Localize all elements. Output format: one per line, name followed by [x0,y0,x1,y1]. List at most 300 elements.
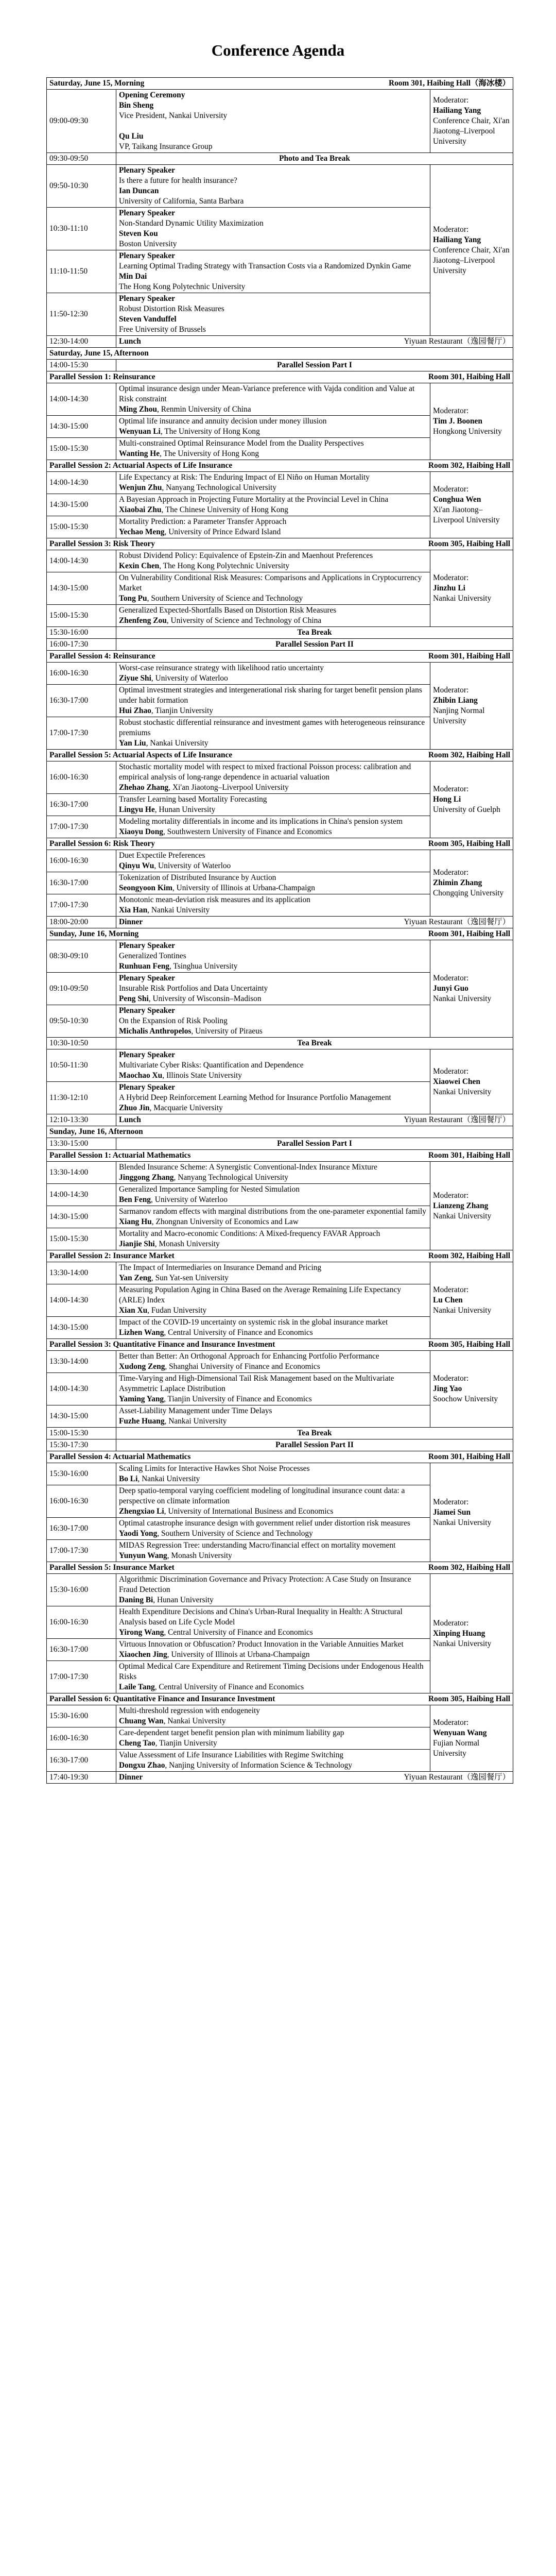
speaker-name: Wenyuan Li [119,427,161,436]
moderator-name [433,106,510,116]
time-cell: 08:30-09:10 [47,940,116,973]
moderator-line: Moderator: [433,686,469,694]
moderator-name-text: Xiaowei Chen [433,1077,480,1086]
talk-title: Mortality and Macro-economic Conditions: A Mixed-frequency FAVAR Approach [119,1229,380,1238]
day-header-cell [47,78,513,90]
session-header-cell [47,1250,513,1262]
talk-title: Value Assessment of Life Insurance Liabilities with Regime Switching [119,1751,343,1759]
talk-line [119,251,427,261]
session-header [47,651,513,663]
moderator-line: Nanjing Normal University [433,706,485,725]
day-header [47,928,513,940]
moderator-line: Moderator: [433,785,469,793]
speaker-name: Jinggong Zhang [119,1173,174,1182]
talk-row [47,1463,513,1485]
time-cell: 16:30-17:00 [47,794,116,816]
break-row [47,153,513,165]
talk-line [119,1006,427,1016]
talk-title: On Vulnerability Conditional Risk Measures: Comparisons and Applications in Cryptocurrency Market [119,573,422,592]
talk-line: Yirong Wang, Central University of Finance and Economics [119,1628,313,1637]
speaker-affiliation-text: University of Waterloo [158,861,231,870]
talk-line: Laile Tang, Central University of Finance and Economics [119,1683,304,1691]
speaker-affiliation-text: University of Illinois at Urbana-Champaign [176,884,315,892]
talk-row [47,761,513,794]
time-cell: 12:10-13:30 [47,1114,116,1126]
moderator-line: Soochow University [433,1395,498,1403]
moderator-line: Moderator: [433,868,469,877]
speaker-name: Xiaobai Zhu [119,505,162,514]
day-title: Sunday, June 16, Afternoon [49,1127,143,1136]
moderator-line: Moderator: [433,1718,469,1727]
time-cell: 16:30-17:00 [47,872,116,894]
talk-cell [116,605,430,627]
speaker-name: Hui Zhao [119,706,151,715]
session-header-cell [47,750,513,761]
moderator-name [433,1629,510,1639]
moderator-line: Moderator: [433,573,469,582]
talk-cell [116,761,430,794]
session-header [47,1339,513,1351]
talk-title: Measuring Population Aging in China Based on the Average Remaining Life Expectancy (ARLE) Index [119,1285,402,1304]
talk-title: Duet Expectile Preferences [119,851,205,860]
moderator-line: Nankai University [433,1211,492,1221]
talk-cell [116,1639,430,1661]
talk-line [119,165,427,176]
speaker-name: Ian Duncan [119,187,159,195]
talk-line [119,272,427,282]
time-cell: 14:00-14:30 [47,1284,116,1317]
talk-cell [116,894,430,917]
speaker-name: Laile Tang [119,1683,155,1691]
speaker-name: Wanting He [119,449,160,458]
speaker-name: Opening Ceremony [119,91,185,99]
moderator-name-text: Hailiang Yang [433,106,481,115]
time-cell: 16:30-17:00 [47,1750,116,1772]
time-cell: 17:00-17:30 [47,1540,116,1562]
time-cell: 14:30-15:00 [47,572,116,605]
break-row [47,1428,513,1439]
moderator-line: Chongqing University [433,889,504,897]
moderator-name-text: Jinzhu Li [433,584,465,592]
talk-title: Generalized Expected-Shortfalls Based on Distortion Risk Measures [119,606,337,615]
break-label: Tea Break [116,627,513,639]
speaker-name: Min Dai [119,272,147,281]
talk-title: Optimal investment strategies and intergenerational risk sharing for target benefit pension plans under habit formation [119,686,422,705]
speaker-affiliation: University of Piraeus [195,1027,263,1036]
moderator-line: Moderator: [433,485,469,494]
meal-name: Lunch [119,1115,141,1124]
speaker-affiliation-text: The Hong Kong Polytechnic University [163,562,290,570]
talk-line: Wanting He, The University of Hong Kong [119,449,259,458]
talk-line: Xia Han, Nankai University [119,906,210,914]
speaker-affiliation-text: University of International Business and Economics [168,1507,334,1516]
speaker-affiliation-text: Hunan University [157,1596,214,1604]
break-label: Parallel Session Part I [116,1138,513,1150]
moderator-name-text: Lianzeng Zhang [433,1201,489,1210]
talk-title: Sarmanov random effects with marginal distributions from the one-parameter exponential family [119,1207,426,1216]
speaker-name: Runhuan Feng [119,962,169,971]
talk-row [47,383,513,416]
time-cell: 13:30-15:00 [47,1138,116,1150]
moderator-name [433,495,510,505]
talk-line: Xiaochen Jing, University of Illinois at Urbana-Champaign [119,1650,310,1659]
speaker-name: Plenary Speaker [119,1083,176,1092]
speaker-name: Dongxu Zhao [119,1761,165,1770]
speaker-affiliation-text: Tianjin University [155,706,214,715]
talk-line: Cheng Tao, Tianjin University [119,1739,217,1748]
speaker-name: Bo Li [119,1475,138,1483]
talk-title: Care-dependent target benefit pension plan with minimum liability gap [119,1728,344,1737]
speaker-affiliation-text: Nanyang Technological University [178,1173,289,1182]
break-label: Parallel Session Part II [116,639,513,651]
talk-line: Yaming Yang, Tianjin University of Finance and Economics [119,1395,312,1403]
talk-line: Zhengxiao Li, University of International Business and Economics [119,1507,334,1516]
moderator-name-text: Jiamei Sun [433,1507,471,1517]
break-label: Photo and Tea Break [116,153,513,165]
session-header-cell [47,1451,513,1463]
time-cell: 15:00-15:30 [47,605,116,627]
talk-row [47,940,513,973]
time-cell: 15:30-16:00 [47,1463,116,1485]
break-row [47,639,513,651]
speaker-affiliation-text: Nanjing University of Information Science & Technology [169,1761,353,1770]
talk-cell [116,1184,430,1206]
session-title: Parallel Session 3: Risk Theory [49,539,155,548]
talk-line: Qinyu Wu, University of Waterloo [119,861,231,870]
talk-line: Tong Pu, Southern University of Science and Technology [119,594,303,603]
talk-cell [116,1661,430,1693]
day-header [47,78,513,90]
talk-line: Maochao Xu, Illinois State University [119,1071,242,1080]
speaker-affiliation-text: The Chinese University of Hong Kong [165,505,288,514]
moderator-cell [430,850,513,917]
room-label: Room 305, Haibing Hall [428,1694,510,1703]
moderator-name-text: Hailiang Yang [433,235,481,244]
time-cell: 15:30-16:00 [47,627,116,639]
talk-title: Deep spatio-temporal varying coefficient modeling of longitudinal insurance count data: a perspective on climate information [119,1486,405,1505]
talk-title: The Impact of Intermediaries on Insurance Demand and Pricing [119,1263,322,1272]
moderator-line: Moderator: [433,96,469,105]
talk-row [47,1262,513,1284]
session-header [47,1693,513,1705]
session-title: Parallel Session 4: Reinsurance [49,652,155,660]
talk-line [119,208,427,218]
talk-title: Optimal catastrophe insurance design with government relief under distortion risk measures [119,1519,410,1528]
break-row [47,360,513,371]
meal-name: Dinner [119,918,143,926]
meal-row [47,336,513,348]
speaker-name: Yirong Wang [119,1628,164,1637]
talk-line: Xiang Hu, Zhongnan University of Economics and Law [119,1217,299,1226]
speaker-name: Plenary Speaker [119,209,176,217]
moderator-name-text: Tim J. Boonen [433,417,482,426]
speaker-name: Lizhen Wang [119,1328,164,1337]
talk-row [47,1049,513,1082]
room-label: Room 302, Haibing Hall [428,461,510,470]
session-title: Parallel Session 6: Quantitative Finance and Insurance Investment [49,1694,275,1703]
talk-line: Yan Liu, Nankai University [119,739,208,748]
time-cell: 16:00-16:30 [47,1727,116,1750]
speaker-name: Cheng Tao [119,1739,155,1748]
session-header-cell [47,1150,513,1162]
speaker-name: Plenary Speaker [119,166,176,175]
speaker-name: Tong Pu [119,594,147,603]
speaker-name: Yan Zeng [119,1274,151,1282]
session-header-cell [47,460,513,472]
break-row [47,627,513,639]
moderator-cell [430,472,513,538]
talk-cell [116,1518,430,1540]
speaker-affiliation-text: Southern University of Science and Technology [161,1529,313,1538]
moderator-cell [430,383,513,460]
talk-title: Multivariate Cyber Risks: Quantification and Dependence [119,1061,304,1070]
talk-cell [116,572,430,605]
moderator-line: Nankai University [433,594,492,603]
time-cell: 14:00-14:30 [47,383,116,416]
break-label: Tea Break [116,1428,513,1439]
speaker-name: Wenjun Zhu [119,483,162,492]
speaker-name: Steven Kou [119,229,158,238]
session-title: Parallel Session 2: Insurance Market [49,1251,175,1260]
time-cell: 10:50-11:30 [47,1049,116,1082]
talk-line [119,1082,427,1093]
talk-row [47,1705,513,1727]
talk-cell [116,816,430,838]
moderator-line: Nankai University [433,994,492,1003]
speaker-affiliation-text: Nankai University [142,1475,200,1483]
speaker-name: Plenary Speaker [119,974,176,982]
moderator-name-text: Jing Yao [433,1384,462,1393]
talk-title: Robust stochastic differential reinsurance and investment games with heterogeneous reinsurance premiums [119,718,425,737]
time-cell: 14:00-14:30 [47,1184,116,1206]
talk-cell [116,516,430,538]
speaker-affiliation-text: University of Prince Edward Island [168,528,281,536]
break-row [47,1439,513,1451]
agenda-body [47,78,513,1784]
speaker-name: Chuang Wan [119,1717,164,1725]
moderator-line: Conference Chair, Xi'an Jiaotong–Liverpool University [433,245,510,275]
moderator-name [433,1201,510,1211]
speaker-name: Xiang Hu [119,1217,152,1226]
meal-cell [116,336,513,348]
talk-title: Time-Varying and High-Dimensional Tail Risk Management based on the Multivariate Asymmetric Laplace Distribution [119,1374,394,1393]
talk-line: Zhuo Jin, Macquarie University [119,1104,223,1112]
speaker-name: Xian Xu [119,1306,148,1315]
talk-title: Vice President, Nankai University [119,111,228,120]
speaker-affiliation-text: The University of Hong Kong [164,427,260,436]
talk-title: Transfer Learning based Mortality Forecasting [119,795,267,804]
moderator-line: Moderator: [433,1066,469,1076]
session-header [47,460,513,472]
speaker-name: Peng Shi [119,994,149,1003]
talk-line: Yechao Meng, University of Prince Edward Island [119,528,281,536]
moderator-cell [430,550,513,627]
talk-title: Mortality Prediction: a Parameter Transfer Approach [119,517,287,526]
talk-cell [116,1574,430,1606]
talk-line: Kexin Chen, The Hong Kong Polytechnic University [119,562,290,570]
speaker-affiliation: University of Wisconsin–Madison [152,994,262,1003]
session-header [47,538,513,550]
meal-cell [116,1772,513,1784]
talk-line: Xudong Zeng, Shanghai University of Finance and Economics [119,1362,320,1371]
talk-line: Lingyu He, Hunan University [119,805,216,814]
session-header [47,838,513,850]
session-title: Parallel Session 1: Reinsurance [49,372,155,381]
talk-line: Yunyun Wang, Monash University [119,1551,232,1560]
speaker-name: Maochao Xu [119,1071,163,1080]
moderator-name [433,696,510,706]
session-header [47,1451,513,1463]
talk-cell [116,872,430,894]
talk-title [119,121,427,131]
talk-row [47,472,513,494]
room-label: Room 305, Haibing Hall [428,539,510,548]
time-cell: 10:30-10:50 [47,1038,116,1049]
moderator-cell [430,1463,513,1562]
talk-title: Learning Optimal Trading Strategy with Transaction Costs via a Randomized Dynkin Game [119,262,411,270]
talk-row [47,550,513,572]
moderator-name [433,1384,510,1394]
talk-line: Wenyuan Li, The University of Hong Kong [119,427,260,436]
moderator-line: Moderator: [433,974,469,982]
meal-place: Yiyuan Restaurant（逸园餐厅） [404,918,510,926]
moderator-line: Fujian Normal University [433,1739,480,1758]
speaker-name: Zhuo Jin [119,1104,150,1112]
talk-line [119,229,427,239]
moderator-cell [430,940,513,1038]
session-header-cell [47,538,513,550]
time-cell: 17:00-17:30 [47,717,116,750]
talk-line: Seongyoon Kim, University of Illinois at Urbana-Champaign [119,884,315,892]
time-cell: 16:30-17:00 [47,685,116,717]
time-cell: 12:30-14:00 [47,336,116,348]
talk-cell [116,250,430,293]
time-cell: 16:30-17:00 [47,1639,116,1661]
talk-title: Non-Standard Dynamic Utility Maximization [119,219,264,228]
moderator-cell [430,761,513,838]
session-title: Parallel Session 4: Actuarial Mathematics [49,1452,191,1461]
break-row [47,1038,513,1049]
talk-title: Modeling mortality differentials in income and its implications in China's pension system [119,817,403,826]
speaker-name: Plenary Speaker [119,251,176,260]
moderator-cell [430,1162,513,1250]
speaker-affiliation-text: Monash University [171,1551,232,1560]
moderator-cell [430,1574,513,1693]
talk-title: Generalized Tontines [119,952,186,960]
moderator-name-text: Zhibin Liang [433,696,478,705]
speaker-name: Lingyu He [119,805,155,814]
moderator-cell [430,1351,513,1428]
talk-title: Optimal Medical Care Expenditure and Retirement Timing Decisions under Endogenous Health Risks [119,1662,424,1681]
speaker-affiliation-text: Nanyang Technological University [166,483,277,492]
meal-place: Yiyuan Restaurant（逸园餐厅） [404,1773,510,1782]
time-cell: 13:30-14:00 [47,1262,116,1284]
session-title: Parallel Session 2: Actuarial Aspects of Life Insurance [49,461,233,470]
speaker-name: Qu Liu [119,132,144,141]
time-cell: 13:30-14:00 [47,1351,116,1373]
moderator-line: Xi'an Jiaotong–Liverpool University [433,505,500,524]
talk-line: Michalis Anthropelos, University of Piraeus [119,1027,263,1036]
time-cell: 14:30-15:00 [47,1317,116,1339]
talk-cell [116,1540,430,1562]
moderator-name [433,1295,510,1306]
talk-line: Yaodi Yong, Southern University of Science and Technology [119,1529,313,1538]
room-label: Room 305, Haibing Hall [428,1340,510,1349]
session-header-cell [47,1693,513,1705]
talk-title: Boston University [119,240,177,248]
session-title: Parallel Session 1: Actuarial Mathematics [49,1151,191,1160]
talk-title: The Hong Kong Polytechnic University [119,282,246,291]
moderator-name [433,583,510,594]
moderator-name [433,878,510,888]
day-title: Sunday, June 16, Morning [49,929,139,938]
talk-line [119,941,427,951]
day-header [47,348,513,360]
time-cell: 14:00-14:30 [47,1373,116,1405]
moderator-name-text: Hong Li [433,795,461,804]
speaker-name: Plenary Speaker [119,1006,176,1015]
time-cell: 15:00-15:30 [47,516,116,538]
moderator-name-text: Xinping Huang [433,1629,485,1638]
time-cell: 15:00-15:30 [47,438,116,460]
moderator-line: Nankai University [433,1518,492,1527]
talk-title: Asset-Liability Management under Time Delays [119,1406,272,1415]
speaker-affiliation-text: Central University of Finance and Economics [168,1328,313,1337]
talk-cell [116,383,430,416]
moderator-name-text: Zhimin Zhang [433,878,482,887]
talk-cell [116,90,430,153]
time-cell: 15:30-16:00 [47,1574,116,1606]
time-cell: 14:30-15:00 [47,1206,116,1228]
speaker-affiliation-text: Fudan University [151,1306,207,1315]
speaker-name: Fuzhe Huang [119,1417,165,1426]
speaker-affiliation-text: University of Waterloo [155,674,228,683]
moderator-line: Moderator: [433,1497,469,1506]
time-cell: 14:30-15:00 [47,494,116,516]
time-cell: 15:00-15:30 [47,1228,116,1250]
room-label: Room 302, Haibing Hall [428,1251,510,1260]
talk-cell [116,1005,430,1038]
agenda-table [46,77,513,1784]
time-cell: 14:30-15:00 [47,1405,116,1428]
talk-cell [116,165,430,208]
speaker-affiliation-text: Monash University [159,1240,220,1248]
meal-cell [116,1114,513,1126]
time-cell: 09:30-09:50 [47,153,116,165]
talk-line: Daning Bi, Hunan University [119,1596,214,1604]
talk-cell [116,717,430,750]
talk-line: Hui Zhao, Tianjin University [119,706,214,715]
speaker-name: Ben Feng [119,1195,151,1204]
session-title: Parallel Session 6: Risk Theory [49,839,155,848]
meal-name: Lunch [119,337,141,346]
time-cell: 16:30-17:00 [47,1518,116,1540]
time-cell: 16:00-16:30 [47,761,116,794]
speaker-affiliation-text: Nankai University [167,1717,226,1725]
speaker-name: Zhengxiao Li [119,1507,164,1516]
talk-cell [116,1463,430,1485]
speaker-affiliation-text: University of Waterloo [154,1195,228,1204]
meal-place: Yiyuan Restaurant（逸园餐厅） [404,1115,510,1124]
talk-cell [116,1373,430,1405]
moderator-line: University of Guelph [433,805,500,814]
talk-cell [116,1228,430,1250]
room-label: Room 301, Haibing Hall（海冰楼） [388,79,510,88]
speaker-name: Plenary Speaker [119,294,176,303]
talk-title: Virtuous Innovation or Obfuscation? Product Innovation in the Variable Annuities Market [119,1640,404,1649]
meal-row [47,917,513,928]
speaker-affiliation-text: University of Illinois at Urbana-Champaign [171,1650,310,1659]
